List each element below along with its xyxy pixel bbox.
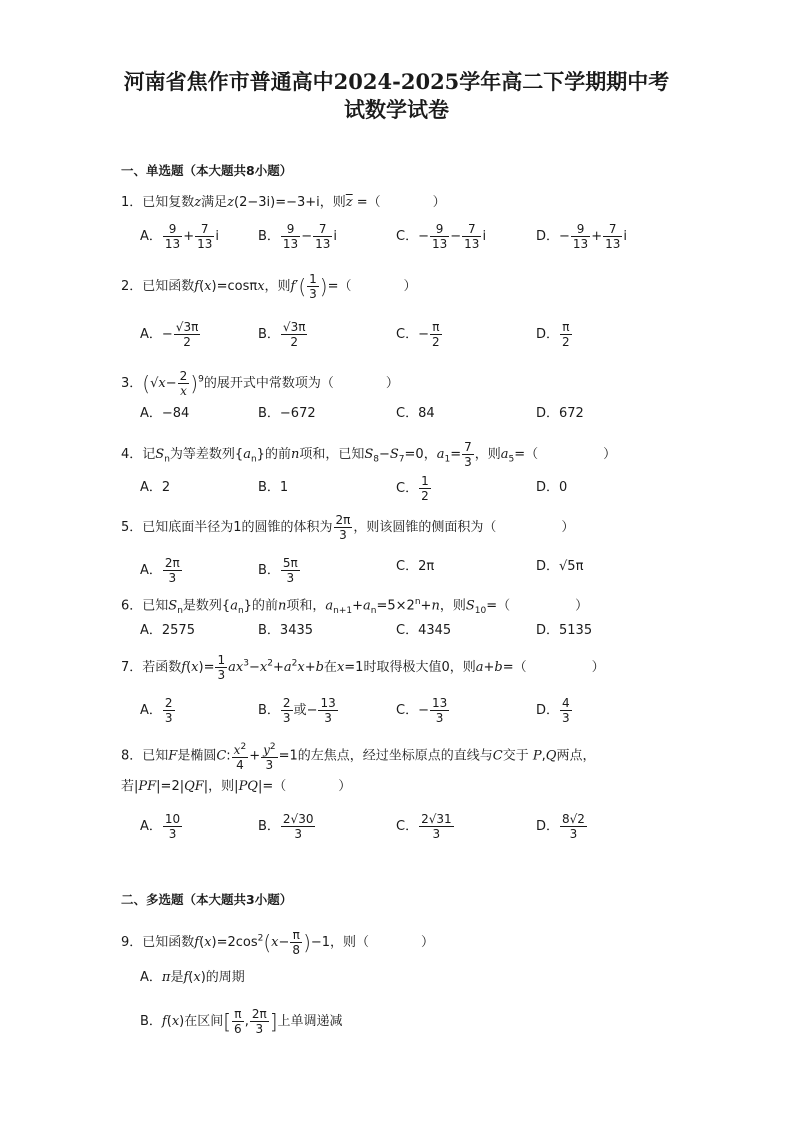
question-8: 8．已知F是椭圆C: $\frac{x^2}{4}$ + $\frac{y^2}{3}$ =1的左焦点，经过坐标原点的直线与C交于 P,Q两点，: [121, 742, 596, 772]
q7-option-d: D． $\frac{4}{3}$: [536, 696, 570, 725]
q4-option-c: C． $\frac{1}{2}$: [396, 474, 429, 503]
q3-option-d: D．672: [536, 406, 584, 421]
q1-option-b: B． $\frac{9}{13}$ − $\frac{7}{13}$ i: [258, 222, 338, 251]
q4-option-d: D．0: [536, 480, 568, 495]
section-heading-multi-choice: 二、多选题（本大题共3小题）: [121, 892, 293, 907]
q5-option-b: B． $\frac{5\pi}{3}$: [258, 556, 298, 585]
q2-option-d: D． $\frac{\pi}{2}$: [536, 320, 570, 349]
question-9: 9．已知函数$f(x)=2\cos^2(x-$ $\frac{\pi}{8}$ )−1，则（ ）: [121, 928, 435, 957]
q8-option-a: A． $\frac{10}{3}$: [140, 812, 181, 841]
q6-option-c: C．4345: [396, 623, 452, 638]
q1-option-a: A． $\frac{9}{13}$ + $\frac{7}{13}$ i: [140, 222, 219, 251]
exam-title-line2: 试数学试卷: [344, 97, 449, 122]
section-heading-single-choice: 一、单选题（本大题共8小题）: [121, 163, 293, 178]
q1-option-c: C．− $\frac{9}{13}$ − $\frac{7}{13}$ i: [396, 222, 487, 251]
question-5: 5．已知底面半径为1的圆锥的体积为 $\frac{2\pi}{3}$ ，则该圆锥的侧面积为（ ）: [121, 513, 575, 542]
q6-option-b: B．3435: [258, 623, 314, 638]
q6-option-a: A．2575: [140, 623, 195, 638]
q5-option-a: A． $\frac{2\pi}{3}$: [140, 556, 180, 585]
q6-option-d: D．5135: [536, 623, 593, 638]
q7-option-a: A． $\frac{2}{3}$: [140, 696, 173, 725]
q4-option-a: A．2: [140, 480, 171, 495]
q5-option-d: D．√5π: [536, 559, 584, 574]
q7-option-c: C．− $\frac{13}{3}$: [396, 696, 448, 725]
q2-option-c: C．− $\frac{\pi}{2}$: [396, 320, 440, 349]
q3-option-a: A．−84: [140, 406, 190, 421]
q7-option-b: B． $\frac{2}{3}$ 或− $\frac{13}{3}$: [258, 696, 336, 725]
question-4: 4．记$S_n$为等差数列$\{a_n\}$的前n项和，已知$S_8-S_7=0$，$a_1=$ $\frac{7}{3}$ ，则$a_5=$（ ）: [121, 440, 617, 469]
question-7: 7．若函数f(x)= $\frac{1}{3}$ $ax^3-x^2+a^2x+b$在x=1时取得极大值0，则a+b=（ ）: [121, 653, 605, 682]
question-1: 1．已知复数z满足z(2−3i)=−3+i，则$\overline{z}$ =（ ）: [121, 195, 446, 210]
q9-option-b: B．f(x)在区间[ $\frac{\pi}{6}$ , $\frac{2\pi}{3}$ ]上单调递减: [140, 1007, 343, 1036]
q2-option-b: B． $\frac{√3\pi}{2}$: [258, 320, 306, 349]
q1-option-d: D．− $\frac{9}{13}$ + $\frac{7}{13}$ i: [536, 222, 627, 251]
q8-option-b: B． $\frac{2√30}{3}$: [258, 812, 314, 841]
question-3: 3．(√x− $\frac{2}{x}$ )$^9$的展开式中常数项为（ ）: [121, 369, 399, 398]
question-2: 2．已知函数f(x)=cosπx，则f′( $\frac{1}{3}$ )=（ ）: [121, 272, 417, 301]
q2-option-a: A．− $\frac{√3\pi}{2}$: [140, 320, 199, 349]
q9-option-a: A．π是f(x)的周期: [140, 970, 245, 985]
exam-title-line1: 河南省焦作市普通高中2024-2025学年高二下学期期中考: [123, 69, 670, 94]
q4-option-b: B．1: [258, 480, 289, 495]
q8-option-c: C． $\frac{2√31}{3}$: [396, 812, 452, 841]
question-8-line2: 若|PF|=2|QF|，则|PQ|=（ ）: [121, 779, 352, 794]
q5-option-c: C．2π: [396, 559, 435, 574]
q3-option-c: C．84: [396, 406, 435, 421]
q8-option-d: D． $\frac{8√2}{3}$: [536, 812, 585, 841]
question-6: 6．已知$S_n$是数列$\{a_n\}$的前n项和，$a_{n+1}+a_n=5\times 2^n+n$，则$S_{10}=$（ ）: [121, 597, 589, 616]
q3-option-b: B．−672: [258, 406, 316, 421]
